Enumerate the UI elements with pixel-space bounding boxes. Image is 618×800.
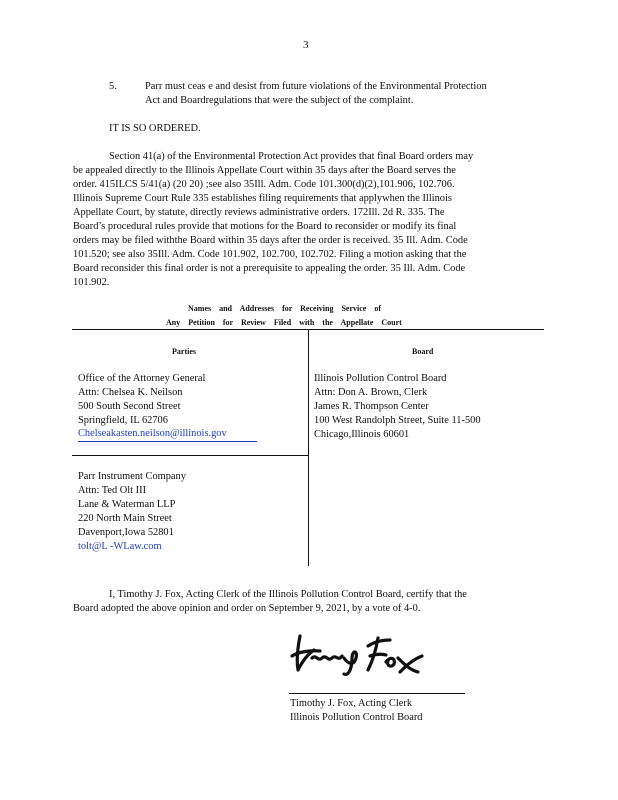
paragraph-line: Illinois Supreme Court Rule 335 establishes filing requirements that applywhen the Illinois <box>73 193 452 204</box>
address-line: Attn: Chelsea K. Neilson <box>78 387 183 398</box>
address-line: Springfield, IL 62706 <box>78 415 168 426</box>
address-line: 100 West Randolph Street, Suite 11-500 <box>314 415 481 426</box>
paragraph-line: 101.520; see also 35Ill. Adm. Code 101.902, 102.700, 102.702. Filing a motion asking that the <box>73 249 467 260</box>
address-line: James R. Thompson Center <box>314 401 429 412</box>
item-text-line: Parr must ceas e and desist from future violations of the Environmental Protection <box>145 81 487 92</box>
page-number: 3 <box>303 39 309 51</box>
certification-line: I, Timothy J. Fox, Acting Clerk of the Illinois Pollution Control Board, certify that the <box>109 589 467 600</box>
address-line: Chicago,Illinois 60601 <box>314 429 410 440</box>
address-line: Office of the Attorney General <box>78 373 206 384</box>
paragraph-line: Board’s procedural rules provide that motions for the Board to reconsider or modify its final <box>73 221 457 232</box>
signer-organization: Illinois Pollution Control Board <box>290 712 423 723</box>
paragraph-line: Section 41(a) of the Environmental Protection Act provides that final Board orders may <box>109 151 474 162</box>
paragraph-line: 101.902. <box>73 277 110 288</box>
certification-line: Board adopted the above opinion and order on September 9, 2021, by a vote of 4-0. <box>73 603 421 614</box>
address-line: Davenport,Iowa 52801 <box>78 527 174 538</box>
signer-name: Timothy J. Fox, Acting Clerk <box>290 698 413 709</box>
parties-divider-rule <box>72 455 308 456</box>
table-title-line: Any Petition for Review Filed with the Appellate Court <box>166 318 402 327</box>
paragraph-line: be appealed directly to the Illinois Appellate Court within 35 days after the Board serves the <box>73 165 456 176</box>
address-line: Illinois Pollution Control Board <box>314 373 447 384</box>
paragraph-line: Board reconsider this final order is not a prerequisite to appealing the order. 35 Ill. Adm. Code <box>73 263 466 274</box>
so-ordered: IT IS SO ORDERED. <box>109 123 201 134</box>
address-line: Lane & Waterman LLP <box>78 499 176 510</box>
email-link[interactable]: tolt@L -WLaw.com <box>78 541 162 552</box>
address-line: Parr Instrument Company <box>78 471 186 482</box>
address-line: Attn: Don A. Brown, Clerk <box>314 387 428 398</box>
parties-header: Parties <box>172 347 196 356</box>
board-header: Board <box>412 347 434 356</box>
email-link[interactable]: Chelseakasten.neilson@illinois.gov <box>78 427 257 442</box>
paragraph-line: order. 415ILCS 5/41(a) (20 20) ;see also 35Ill. Adm. Code 101.300(d)(2),101.906, 102.706. <box>73 179 455 190</box>
paragraph-line: Appellate Court, by statute, directly reviews administrative orders. 172Ill. 2d R. 335. The <box>73 207 445 218</box>
signature-rule <box>289 693 465 694</box>
table-title-line: Names and Addresses for Receiving Service of <box>188 304 382 313</box>
address-line: 500 South Second Street <box>78 401 181 412</box>
table-column-divider <box>308 329 309 566</box>
signature <box>286 628 431 678</box>
address-line: 220 North Main Street <box>78 513 172 524</box>
item-text-line: Act and Boardregulations that were the subject of the complaint. <box>145 95 414 106</box>
address-line: Attn: Ted Olt III <box>78 485 147 496</box>
item-number: 5. <box>109 81 117 92</box>
paragraph-line: orders may be filed withthe Board within 35 days after the order is received. 35 Ill. Adm. Code <box>73 235 468 246</box>
